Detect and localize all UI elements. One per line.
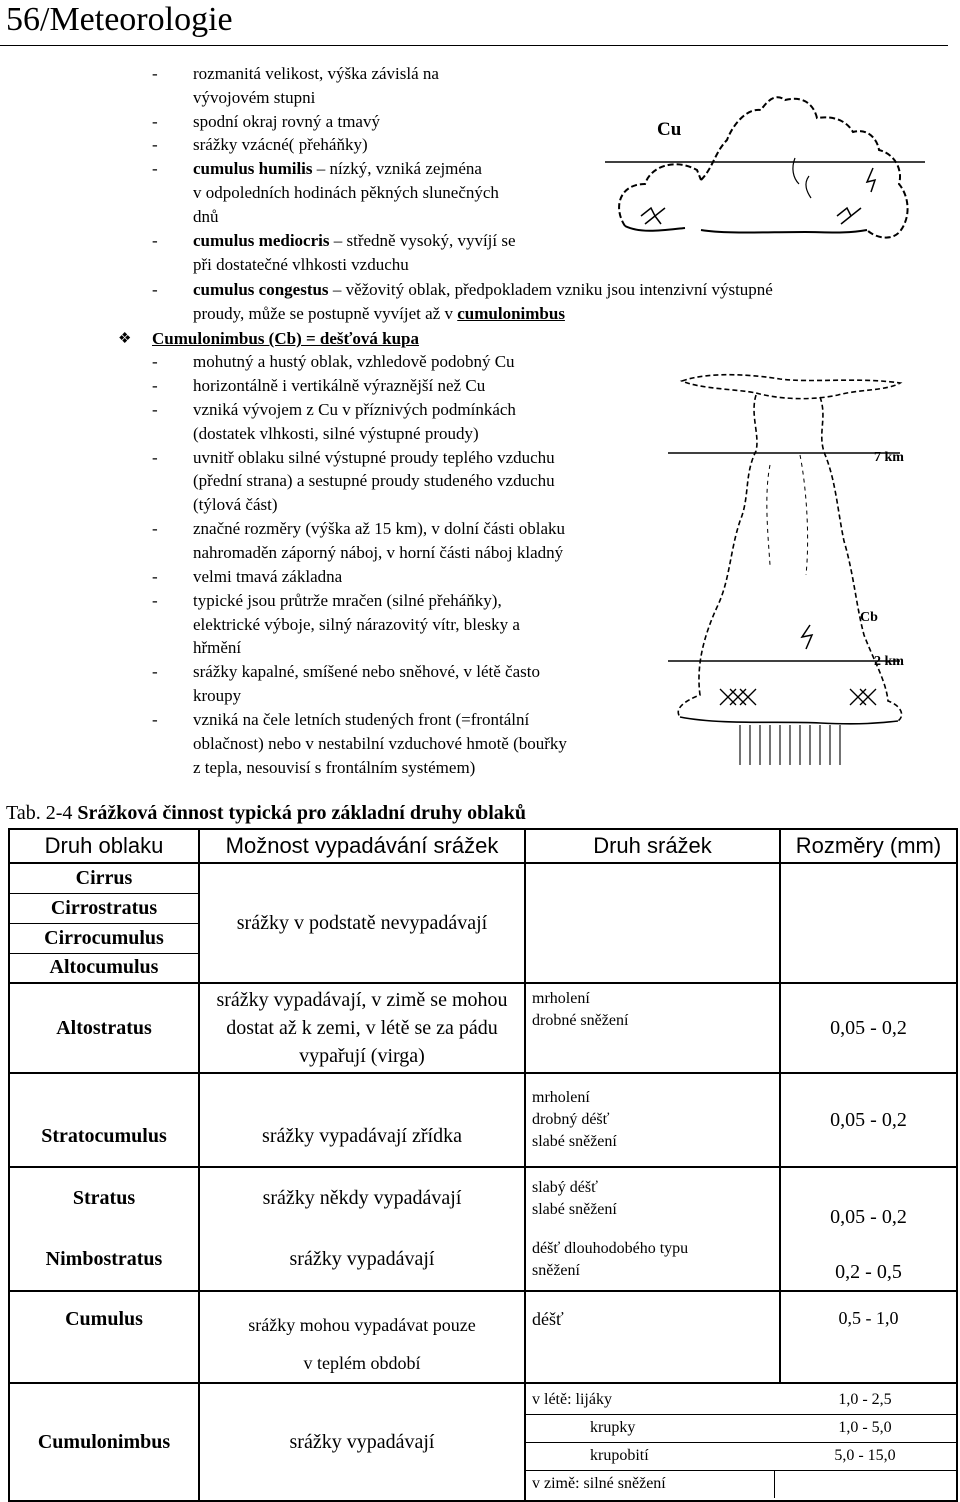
cb-heading: Cumulonimbus (Cb) = dešťová kupa [152, 329, 420, 348]
cb-subrow [526, 1414, 956, 1442]
cloud-name: Altocumulus [9, 953, 199, 983]
bullet-dash: - [152, 64, 158, 83]
precip-type [525, 1073, 780, 1167]
km7-label: 7 km [874, 450, 904, 465]
table-row [9, 1291, 957, 1383]
cumulonimbus-cloud-sketch [660, 365, 960, 785]
precip-type-item: mrholení [532, 1089, 590, 1106]
precip-size [780, 863, 957, 983]
precip-type [525, 863, 780, 983]
precip-type [525, 983, 780, 1073]
text-line: mohutný a hustý oblak, vzhledově podobný Cu [193, 352, 515, 371]
bullet-dash: - [152, 231, 158, 250]
text-line: v odpoledních hodinách pěkných slunečných [193, 183, 499, 202]
precip-size: 1,0 - 2,5 [838, 1390, 892, 1408]
text-line: (týlová část) [193, 495, 278, 514]
text-line: elektrické výboje, silný nárazovitý vítr, blesky a [193, 615, 520, 634]
precip-possibility: srážky někdy vypadávají [199, 1167, 525, 1229]
text-line: velmi tmavá základna [193, 567, 343, 586]
precip-possibility: srážky vypadávají, v zimě se mohou dostat až k zemi, v létě se za pádu vypařují (virga) [199, 983, 525, 1073]
text-line [193, 230, 516, 252]
text-line: značné rozměry (výška až 15 km), v dolní části oblaku [193, 519, 565, 538]
bullet-dash: - [152, 448, 158, 467]
caption-prefix: Tab. 2-4 [6, 802, 73, 824]
text-line [193, 158, 482, 180]
precip-possibility [199, 1291, 525, 1383]
text-line: oblačnost) nebo v nestabilní vzduchové hmotě (bouřky [193, 734, 567, 753]
text-line: (dostatek vlhkosti, silné výstupné proudy) [193, 424, 479, 443]
cb-subrow [526, 1386, 956, 1414]
text-line [193, 279, 773, 301]
table-header-row [9, 829, 957, 863]
text-line: dnů [193, 207, 219, 226]
bullet-dash: - [152, 376, 158, 395]
text-line: srážky vzácné( přeháňky) [193, 135, 368, 154]
column-header: Druh oblaku [9, 829, 199, 863]
table-row [9, 1229, 957, 1291]
text-line: rozmanitá velikost, výška závislá na [193, 64, 439, 83]
text-line: nahromaděn záporný náboj, v horní části náboj kladný [193, 543, 564, 562]
text-line: vzniká vývojem z Cu v příznivých podmínkách [193, 400, 516, 419]
bullet-dash: - [152, 591, 158, 610]
bullet-dash: - [152, 567, 158, 586]
table-caption [6, 800, 526, 826]
precip-detail-cell [525, 1383, 957, 1501]
header-rule [0, 45, 948, 46]
precip-size: 0,2 - 0,5 [780, 1229, 957, 1291]
precip-possibility: srážky vypadávají [199, 1383, 525, 1501]
precip-type-item: sněžení [532, 1261, 580, 1279]
text-line: spodní okraj rovný a tmavý [193, 112, 380, 131]
cb-subrow [526, 1470, 956, 1498]
precip-possibility: srážky vypadávají [199, 1229, 525, 1291]
precip-type-item: v létě: lijáky [532, 1390, 612, 1408]
bullet-dash: - [152, 112, 158, 131]
caption-title: Srážková činnost typická pro základní druhy oblaků [77, 802, 526, 824]
precip-size: 0,05 - 0,2 [780, 983, 957, 1073]
precip-type-item: krupobití [526, 1442, 774, 1470]
precip-type-item: slabé sněžení [532, 1133, 617, 1150]
cloud-name: Altostratus [9, 983, 199, 1073]
precip-possibility-line: srážky mohou vypadávat pouze [248, 1315, 476, 1335]
precip-type: déšť [525, 1291, 780, 1383]
cu-label: Cu [657, 119, 682, 140]
precip-size: 0,5 - 1,0 [780, 1291, 957, 1383]
term-desc: – nízký, vzniká zejména [316, 159, 482, 178]
precip-type-item: mrholení [532, 990, 590, 1007]
text-line: vývojovém stupni [193, 88, 316, 107]
term-desc: – věžovitý oblak, předpokladem vzniku jsou intenzivní výstupné [332, 280, 773, 299]
cumulus-cloud-sketch [605, 88, 925, 248]
term-mediocris: cumulus mediocris [193, 231, 330, 250]
precip-type-item: slabé sněžení [532, 1200, 617, 1218]
cloud-name: Stratus [9, 1167, 199, 1229]
precip-type-item: krupky [526, 1414, 774, 1442]
precip-possibility: srážky v podstatě nevypadávají [199, 863, 525, 983]
precip-type-item: déšť dlouhodobého typu [532, 1239, 689, 1257]
cloud-name: Nimbostratus [9, 1229, 199, 1291]
bullet-dash: - [152, 352, 158, 371]
column-header: Druh srážek [525, 829, 780, 863]
text-line: kroupy [193, 686, 242, 705]
text-line: z tepla, nesouvisí s frontálním systémem) [193, 758, 476, 777]
precip-possibility-line: v teplém období [303, 1353, 421, 1373]
precip-type-item: drobné sněžení [532, 1012, 629, 1029]
precip-size: 0,05 - 0,2 [780, 1073, 957, 1167]
term-cumulonimbus-link: cumulonimbus [457, 304, 565, 323]
column-header: Rozměry (mm) [780, 829, 957, 863]
term-humilis: cumulus humilis [193, 159, 313, 178]
precipitation-table [8, 828, 958, 1502]
precip-size: 0,05 - 0,2 [780, 1167, 957, 1229]
cloud-name: Cirrus [9, 863, 199, 893]
cloud-name: Cumulus [9, 1291, 199, 1383]
precip-type [525, 1229, 780, 1291]
bullet-dash: - [152, 519, 158, 538]
term-desc: proudy, může se postupně vyvíjet až v [193, 304, 453, 323]
text-line: při dostatečné vlhkosti vzduchu [193, 255, 409, 274]
column-header: Možnost vypadávání srážek [199, 829, 525, 863]
precip-type-item: drobný déšť [532, 1111, 610, 1128]
cloud-name: Cirrocumulus [9, 923, 199, 953]
term-desc: – středně vysoký, vyvíjí se [333, 231, 516, 250]
precip-size: 5,0 - 15,0 [774, 1442, 956, 1470]
bullet-dash: - [152, 135, 158, 154]
text-line: vzniká na čele letních studených front (=frontální [193, 710, 530, 729]
table-row [9, 1167, 957, 1229]
text-line: horizontálně i vertikálně výraznější než Cu [193, 376, 486, 395]
text-line: hřmění [193, 638, 242, 657]
bullet-dash: - [152, 280, 158, 299]
cloud-name: Cirrostratus [9, 893, 199, 923]
diamond-bullet-icon: ❖ [118, 331, 132, 347]
empty-cell [774, 1470, 956, 1498]
table-row [9, 1073, 957, 1167]
page-title: 56/Meteorologie [6, 1, 233, 38]
text-line: typické jsou průtrže mračen (silné přeháňky), [193, 591, 502, 610]
cb-label: Cb [860, 610, 878, 625]
table-row [9, 1383, 957, 1501]
text-line: uvnitř oblaku silné výstupné proudy teplého vzduchu [193, 448, 555, 467]
bullet-dash: - [152, 710, 158, 729]
term-congestus: cumulus congestus [193, 280, 329, 299]
precip-possibility: srážky vypadávají zřídka [199, 1073, 525, 1167]
cb-subrow [526, 1442, 956, 1470]
bullet-dash: - [152, 400, 158, 419]
cloud-name: Cumulonimbus [9, 1383, 199, 1501]
precip-type-item: v zimě: silné sněžení [526, 1470, 774, 1498]
bullet-dash: - [152, 662, 158, 681]
table-row [9, 863, 957, 893]
bullet-dash: - [152, 159, 158, 178]
text-line: (přední strana) a sestupné proudy studeného vzduchu [193, 471, 555, 490]
text-line [193, 303, 565, 325]
text-line: srážky kapalné, smíšené nebo sněhové, v létě často [193, 662, 540, 681]
km2-label: 2 km [874, 654, 904, 669]
precip-type-item: slabý déšť [532, 1178, 598, 1196]
cloud-name: Stratocumulus [9, 1073, 199, 1167]
table-row [9, 983, 957, 1073]
precip-size: 1,0 - 5,0 [774, 1414, 956, 1442]
precip-type [525, 1167, 780, 1229]
cb-subtable [526, 1386, 956, 1498]
